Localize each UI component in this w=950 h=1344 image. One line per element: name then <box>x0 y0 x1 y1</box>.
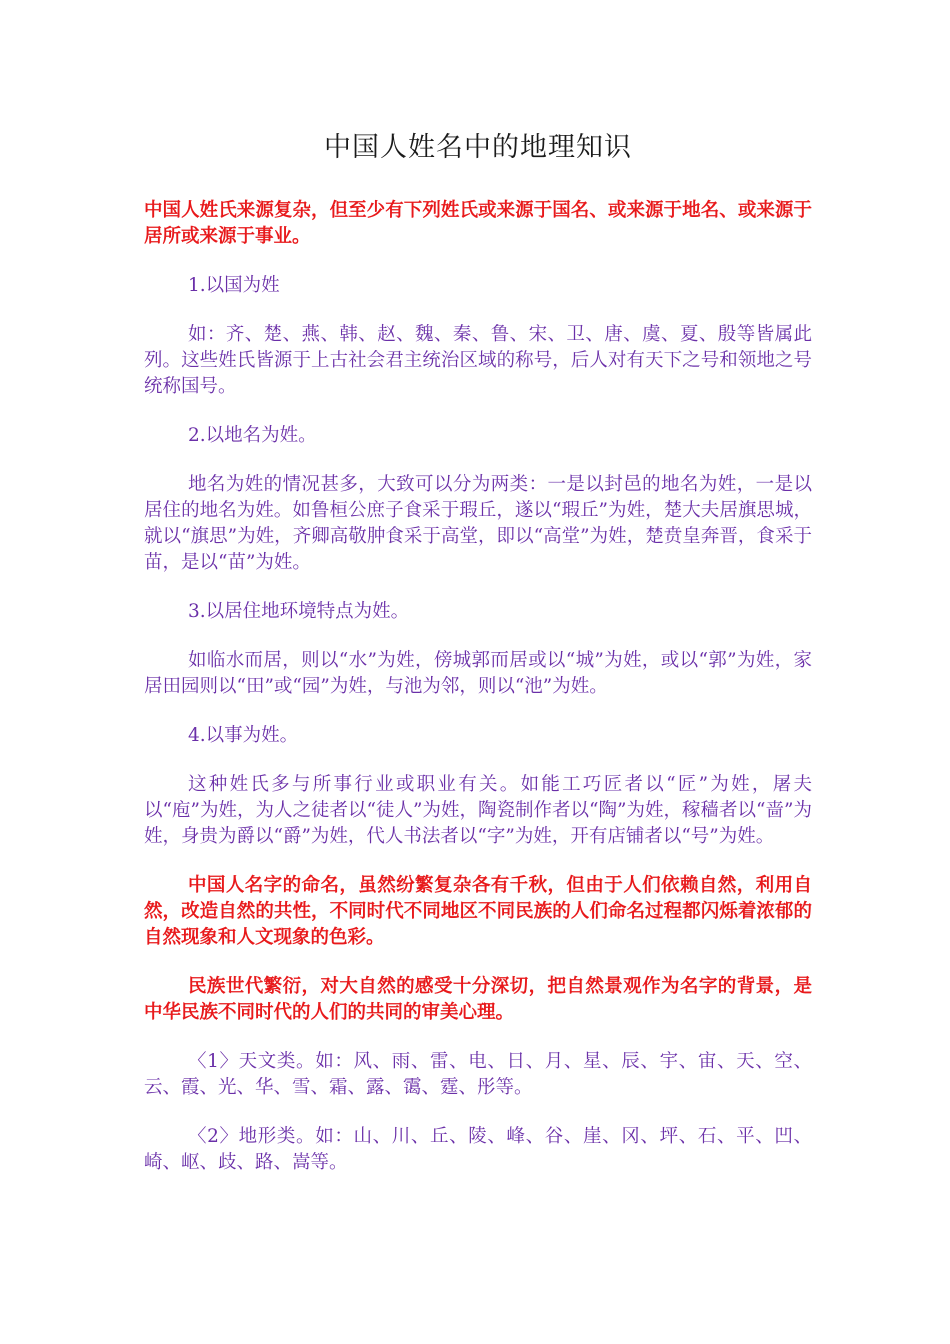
section-body-2: 地名为姓的情况甚多，大致可以分为两类：一是以封邑的地名为姓，一是以居住的地名为姓。如鲁桓公庶子食采于瑕丘，遂以“瑕丘”为姓，楚大夫居旗思城，就以“旗思”为姓，齐卿高敬肿食采于高堂，即以“高堂”为姓，楚贲皇奔晋，食采于苗，是以“苗”为姓。 <box>144 474 812 573</box>
section-heading-2: 2.以地名为姓。 <box>188 425 317 446</box>
document-title: 中国人姓名中的地理知识 <box>324 132 632 163</box>
section-body-4: 这种姓氏多与所事行业或职业有关。如能工巧匠者以“匠”为姓，屠夫以“庖”为姓，为人之徒者以“徒人”为姓，陶瓷制作者以“陶”为姓，稼穑者以“啬”为姓，身贵为爵以“爵”为姓，代人书法者以“字”为姓，开有店铺者以“号”为姓。 <box>144 774 812 847</box>
intro-paragraph: 中国人姓氏来源复杂，但至少有下列姓氏或来源于国名、或来源于地名、或来源于居所或来源于事业。 <box>144 200 812 247</box>
section-heading-3: 3.以居住地环境特点为姓。 <box>188 601 410 622</box>
aesthetic-paragraph: 民族世代繁衍，对大自然的感受十分深切，把自然景观作为名字的背景，是中华民族不同时代的人们的共同的审美心理。 <box>144 976 812 1023</box>
document-page <box>144 128 812 1199</box>
section-heading-1: 1.以国为姓 <box>188 275 280 296</box>
section-heading-4: 4.以事为姓。 <box>188 725 299 746</box>
category-astronomy: 〈1〉天文类。如：风、雨、雷、电、日、月、星、辰、宇、宙、天、空、云、霞、光、华、雪、霜、露、霭、霆、彤等。 <box>144 1051 812 1098</box>
section-body-3: 如临水而居，则以“水”为姓，傍城郭而居或以“城”为姓，或以“郭”为姓，家居田园则以“田”或“园”为姓，与池为邻，则以“池”为姓。 <box>144 650 812 697</box>
section-body-1: 如：齐、楚、燕、韩、赵、魏、秦、鲁、宋、卫、唐、虞、夏、殷等皆属此列。这些姓氏皆源于上古社会君主统治区域的称号，后人对有天下之号和领地之号统称国号。 <box>144 324 812 397</box>
category-landform: 〈2〉地形类。如：山、川、丘、陵、峰、谷、崖、冈、坪、石、平、凹、崎、岖、歧、路、嵩等。 <box>144 1126 812 1173</box>
naming-paragraph: 中国人名字的命名，虽然纷繁复杂各有千秋，但由于人们依赖自然，利用自然，改造自然的共性，不同时代不同地区不同民族的人们命名过程都闪烁着浓郁的自然现象和人文现象的色彩。 <box>144 875 812 948</box>
